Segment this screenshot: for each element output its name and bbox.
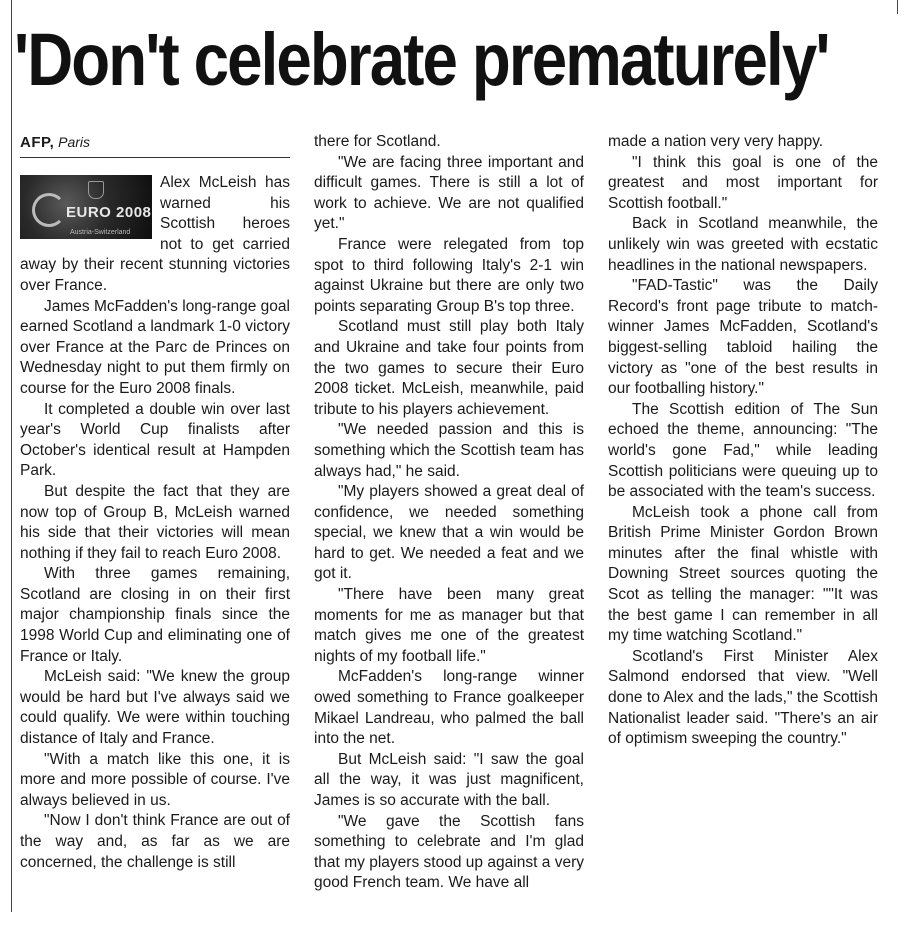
article-paragraph: France were relegated from top spot to third following Italy's 2-1 win against Ukraine but there are only two points separating Group B's top three. <box>314 235 584 315</box>
article-paragraph: Scotland must still play both Italy and Ukraine and take four points from the two games to secure their Euro 2008 ticket. McLeish, meanwhile, paid tribute to his players achievement. <box>314 318 584 418</box>
euro-2008-swirl-icon <box>32 193 66 227</box>
uefa-trophy-icon <box>88 181 104 199</box>
article-paragraph: "We are facing three important and difficult games. There is still a lot of work to achieve. We are not qualified yet." <box>314 153 584 233</box>
right-border-rule <box>897 0 898 14</box>
article-paragraph: But despite the fact that they are now top of Group B, McLeish warned his side that their victories will mean nothing if they fail to reach Euro 2008. <box>20 482 290 562</box>
left-border-rule <box>11 0 12 912</box>
article-paragraph: The Scottish edition of The Sun echoed the theme, announcing: "The world's gone Fad," while leading Scottish politicians were queuing up to be associated with the team's success. <box>608 400 878 501</box>
article-paragraph: "We needed passion and this is something which the Scottish team has always had," he said. <box>314 421 584 480</box>
article-paragraph: McFadden's long-range winner owed something to France goalkeeper Mikael Landreau, who palmed the ball into the net. <box>314 668 584 748</box>
article-paragraph: McLeish took a phone call from British Prime Minister Gordon Brown minutes after the final whistle with Downing Street sources quoting the Scot as telling the manager: ""It was the best game I can remember in all my time watching Scotland." <box>608 503 878 645</box>
article-paragraph: It completed a double win over last year's World Cup finalists after October's identical result at Hampden Park. <box>20 400 290 480</box>
euro-2008-logo-image <box>20 175 152 239</box>
article-paragraph: With three games remaining, Scotland are closing in on their first major championship finals since the 1998 World Cup and eliminating one of France or Italy. <box>20 565 290 665</box>
article-paragraph: there for Scotland. <box>314 133 441 150</box>
article-column-2 <box>314 132 584 894</box>
article-paragraph: "Now I don't think France are out of the way and, as far as we are concerned, the challenge is still <box>20 812 290 871</box>
article-column-1 <box>20 132 290 873</box>
photo-sub-text: Austria-Switzerland <box>70 229 131 236</box>
article-paragraph: "My players showed a great deal of confidence, we needed something special, we knew that a win would be hard to get. We needed a feat and we got it. <box>314 483 584 583</box>
byline-location: Paris <box>58 134 91 150</box>
article-paragraph: Alex McLeish has warned his Scottish heroes not to get carried away by their recent stunning victories over France. <box>20 174 290 294</box>
article-paragraph: "I think this goal is one of the greatest and most important for Scottish football." <box>608 153 878 212</box>
article-paragraph: made a nation very very happy. <box>608 133 824 150</box>
byline <box>20 132 290 155</box>
byline-agency: AFP, <box>20 134 55 151</box>
article-paragraph: But McLeish said: "I saw the goal all the way, it was just magnificent, James is so accurate with the ball. <box>314 750 584 809</box>
article-paragraph: "With a match like this one, it is more and more possible of course. I've always believed in us. <box>20 750 290 809</box>
article-paragraph: "We gave the Scottish fans something to celebrate and I'm glad that my players stood up against a very good French team. We have all <box>314 812 584 892</box>
article-paragraph: James McFadden's long-range goal earned Scotland a landmark 1-0 victory over France at the Parc de Princes on Wednesday night to put them firmly on course for the Euro 2008 finals. <box>20 297 290 397</box>
article-paragraph: McLeish said: "We knew the group would be hard but I've always said we could qualify. We were within touching distance of Italy and France. <box>20 668 290 748</box>
article-paragraph: Scotland's First Minister Alex Salmond endorsed that view. "Well done to Alex and the lads," the Scottish Nationalist leader said. "There's an air of optimism sweeping the country." <box>608 647 878 748</box>
article-paragraph: Back in Scotland meanwhile, the unlikely win was greeted with ecstatic headlines in the national newspapers. <box>608 215 878 274</box>
article-column-3 <box>608 132 878 750</box>
photo-logo-text: EURO 2008 <box>66 204 152 221</box>
headline: 'Don't celebrate prematurely' <box>14 18 829 101</box>
article-paragraph: "There have been many great moments for me as manager but that match gives me one of the greatest nights of my football life." <box>314 586 584 665</box>
byline-divider <box>20 157 290 158</box>
article-paragraph: "FAD-Tastic" was the Daily Record's front page tribute to match-winner James McFadden, Scotland's biggest-selling tabloid hailing the victory as "one of the best results in our footballing history." <box>608 277 878 398</box>
